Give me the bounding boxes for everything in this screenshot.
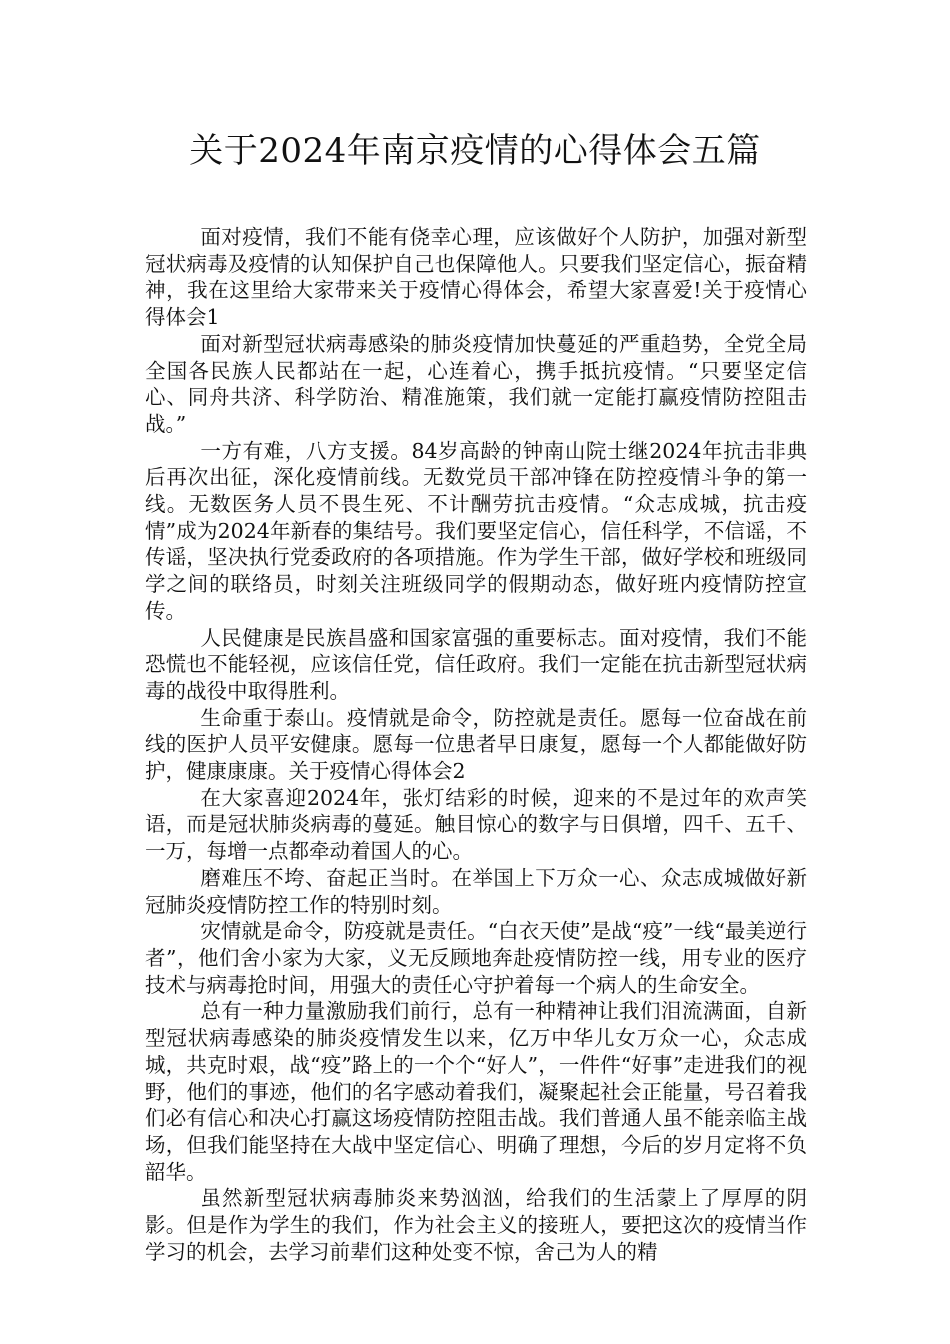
paragraph-5: 生命重于泰山。疫情就是命令，防控就是责任。愿每一位奋战在前线的医护人员平安健康。愿每一位患者早日康复，愿每一个人都能做好防护，健康康康。关于疫情心得体会2 <box>145 705 807 784</box>
paragraph-4: 人民健康是民族昌盛和国家富强的重要标志。面对疫情，我们不能恐慌也不能轻视，应该信任党，信任政府。我们一定能在抗击新型冠状病毒的战役中取得胜利。 <box>145 625 807 703</box>
paragraph-7: 磨难压不垮、奋起正当时。在举国上下万众一心、众志成城做好新冠肺炎疫情防控工作的特别时刻。 <box>145 865 807 917</box>
paragraph-10: 虽然新型冠状病毒肺炎来势汹汹，给我们的生活蒙上了厚厚的阴影。但是作为学生的我们，作为社会主义的接班人，要把这次的疫情当作学习的机会，去学习前辈们这种处变不惊，舍己为人的精 <box>145 1186 807 1264</box>
document-body <box>145 224 807 1265</box>
paragraph-8: 灾情就是命令，防疫就是责任。“白衣天使”是战“疫”一线“最美逆行者”，他们舍小家为大家，义无反顾地奔赴疫情防控一线，用专业的医疗技术与病毒抢时间，用强大的责任心守护着每一个病人的生命安全。 <box>145 919 807 997</box>
paragraph-2: 面对新型冠状病毒感染的肺炎疫情加快蔓延的严重趋势，全党全局全国各民族人民都站在一起，心连着心，携手抵抗疫情。“只要坚定信心、同舟共济、科学防治、精准施策，我们就一定能打赢疫情防控阻击战。” <box>145 331 807 436</box>
document-title: 关于2024年南京疫情的心得体会五篇 <box>189 131 761 171</box>
paragraph-6: 在大家喜迎2024年，张灯结彩的时候，迎来的不是过年的欢声笑语，而是冠状肺炎病毒的蔓延。触目惊心的数字与日俱增，四千、五千、一万，每增一点都牵动着国人的心。 <box>145 785 807 864</box>
paragraph-9: 总有一种力量激励我们前行，总有一种精神让我们泪流满面，自新型冠状病毒感染的肺炎疫情发生以来，亿万中华儿女万众一心，众志成城，共克时艰，战“疫”路上的一个个“好人”，一件件“好事”走进我们的视野，他们的事迹，他们的名字感动着我们，凝聚起社会正能量，号召着我们必有信心和决心打赢这场疫情防控阻击战。我们普通人虽不能亲临主战场，但我们能坚持在大战中坚定信心、明确了理想，今后的岁月定将不负韶华。 <box>145 999 807 1184</box>
paragraph-3: 一方有难，八方支援。84岁高龄的钟南山院士继2024年抗击非典后再次出征，深化疫情前线。无数党员干部冲锋在防控疫情斗争的第一线。无数医务人员不畏生死、不计酬劳抗击疫情。“众志成城，抗击疫情”成为2024年新春的集结号。我们要坚定信心，信任科学，不信谣，不传谣，坚决执行党委政府的各项措施。作为学生干部，做好学校和班级同学之间的联络员，时刻关注班级同学的假期动态，做好班内疫情防控宣传。 <box>145 438 807 623</box>
paragraph-1: 面对疫情，我们不能有侥幸心理，应该做好个人防护，加强对新型冠状病毒及疫情的认知保护自己也保障他人。只要我们坚定信心，振奋精神，我在这里给大家带来关于疫情心得体会，希望大家喜爱!关于疫情心得体会1 <box>145 225 807 330</box>
